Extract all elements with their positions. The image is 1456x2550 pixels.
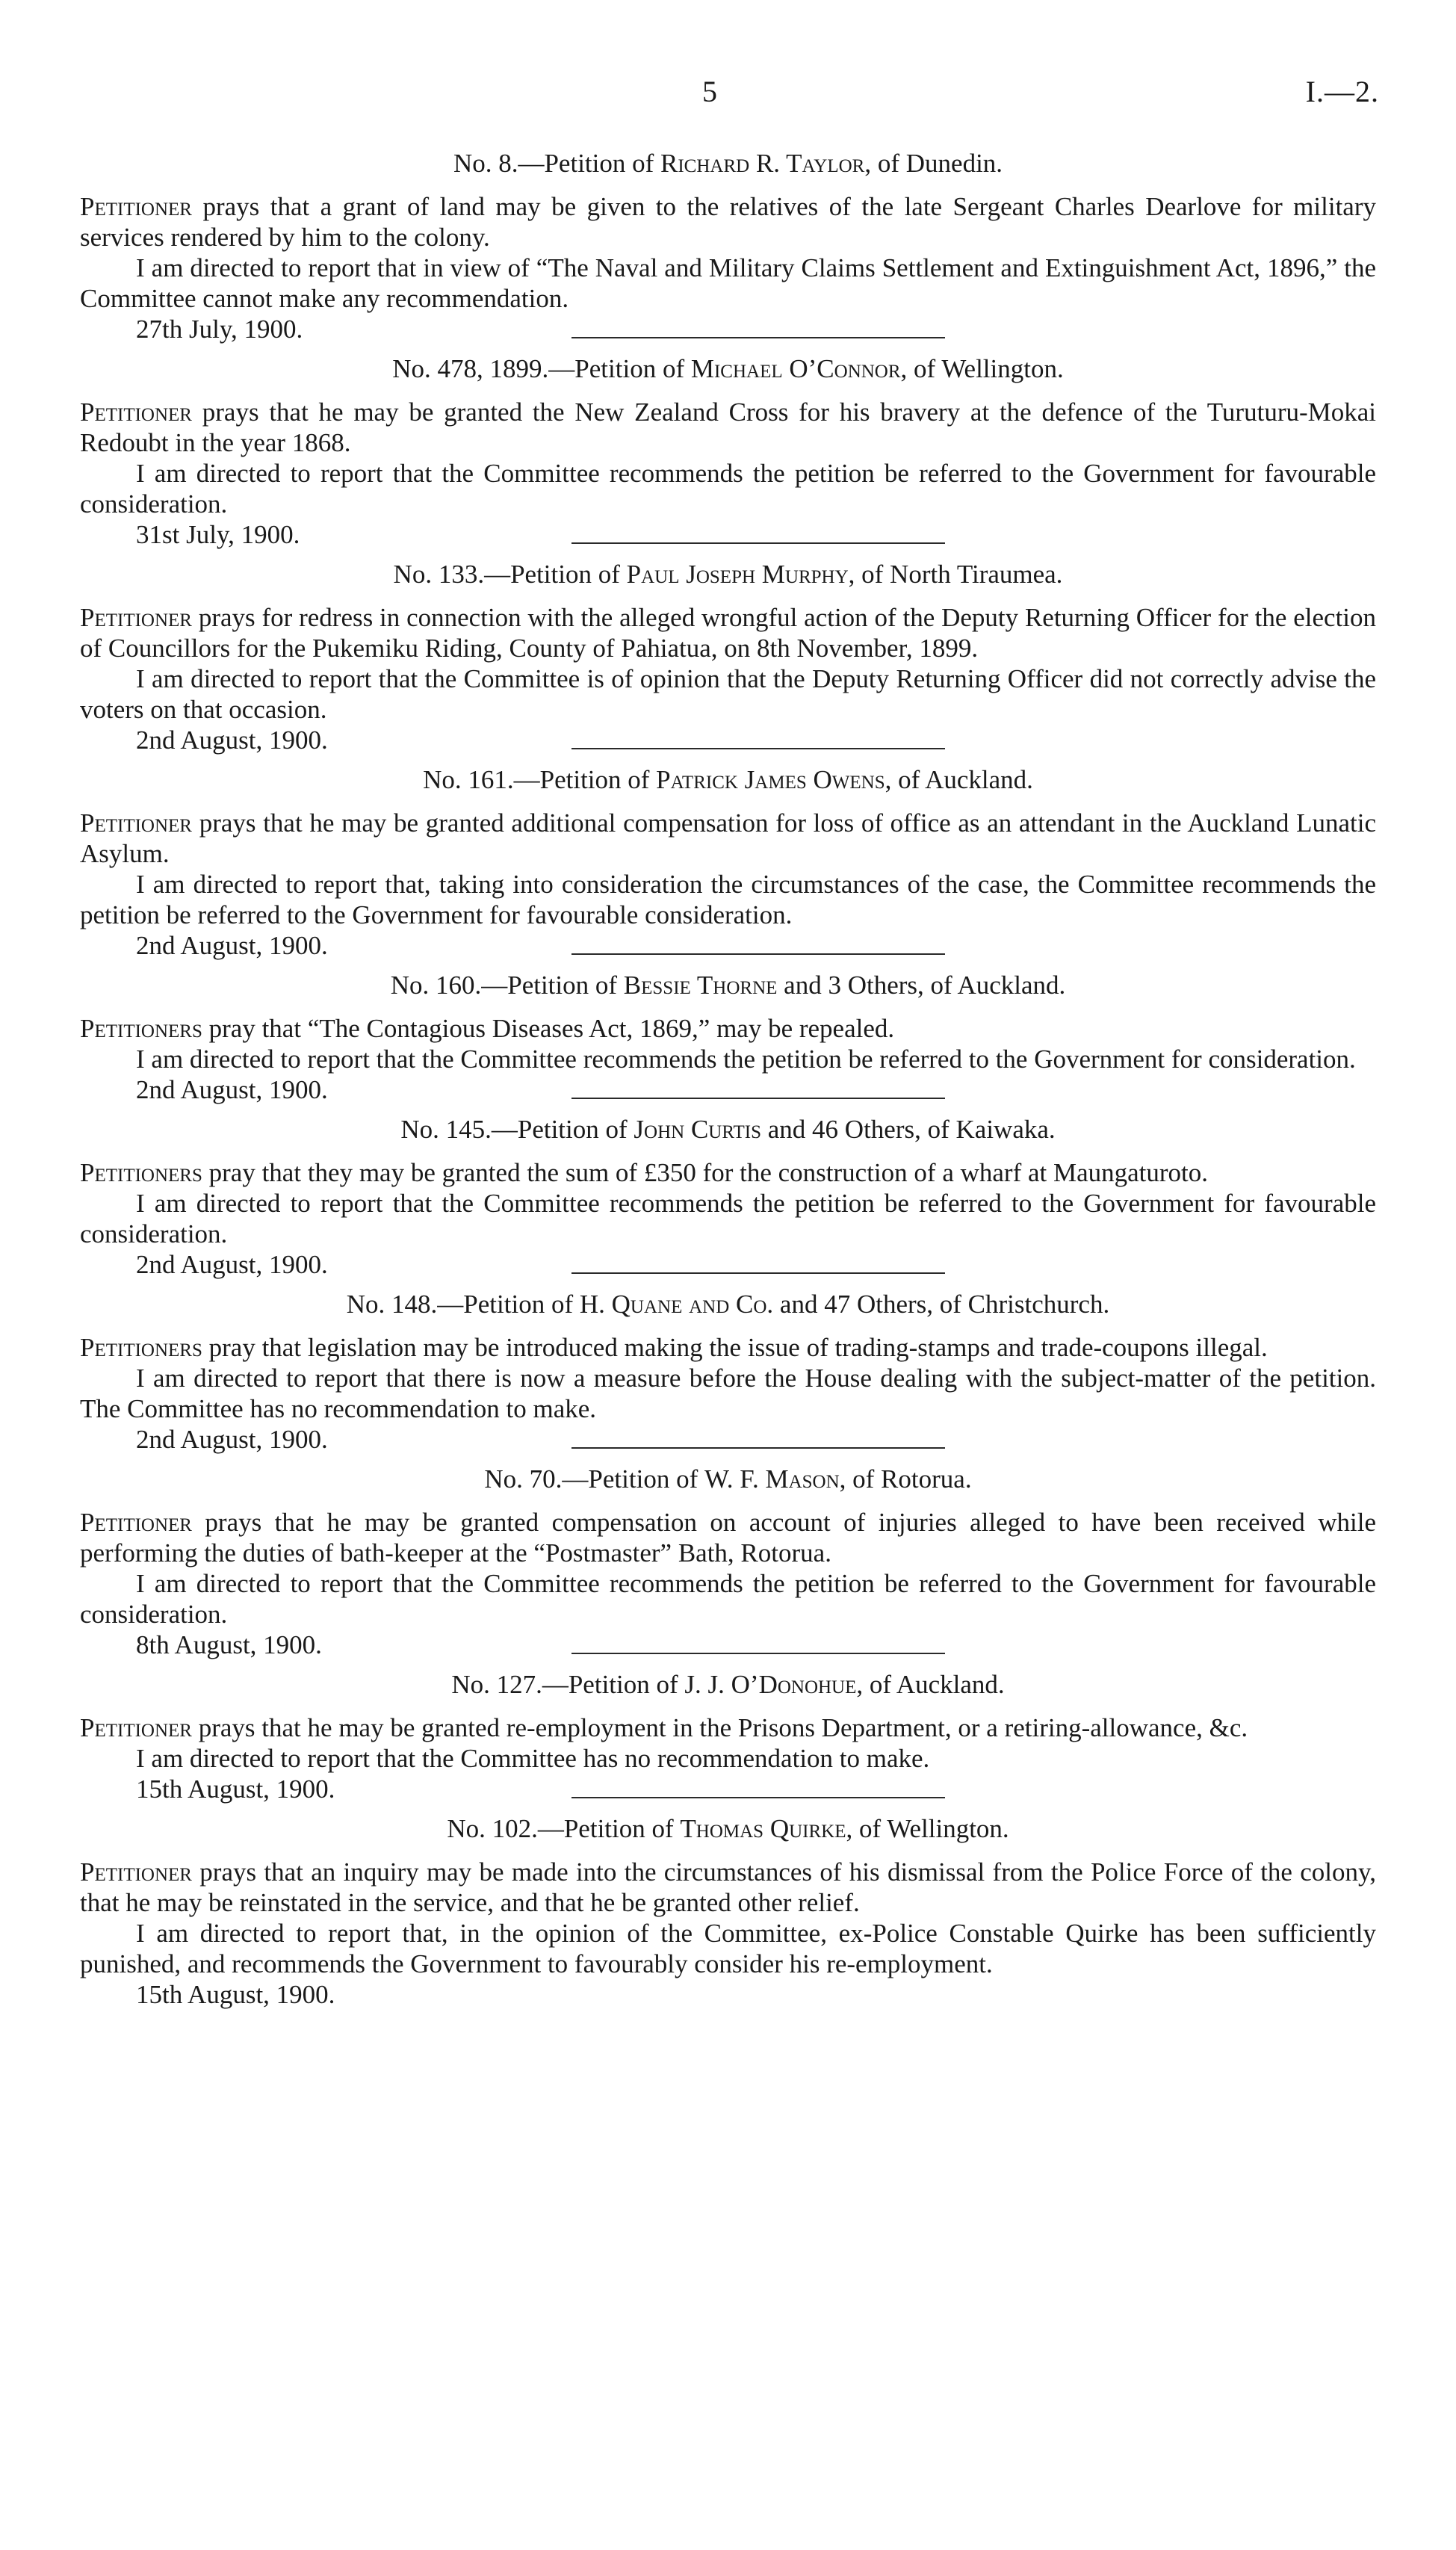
petition-heading	[80, 764, 1376, 795]
petitioner-location: of Auckland.	[898, 765, 1033, 794]
petitioner-name: Thomas Quirke,	[680, 1814, 853, 1843]
petition-entry	[80, 1813, 1376, 2010]
petition-number: No. 148.—Petition of	[346, 1290, 574, 1319]
petitioner-location: of Wellington.	[914, 354, 1064, 383]
petition-heading	[80, 1669, 1376, 1700]
petitioner-name: John Curtis	[633, 1115, 762, 1144]
petition-heading	[80, 1114, 1376, 1145]
section-divider	[571, 542, 945, 544]
petition-heading	[80, 148, 1376, 179]
petitioner-location: of North Tiraumea.	[861, 560, 1063, 589]
prayer-lead: Petitioner	[80, 397, 192, 427]
page-number: 5	[702, 75, 717, 108]
prayer-text: prays that an inquiry may be made into the circumstances of his dismissal from the Police Force of the colony, that he may be reinstated in the service, and that he be granted other relief.	[80, 1857, 1376, 1917]
petitioner-name: Michael O’Connor,	[690, 354, 908, 383]
prayer-lead: Petitioner	[80, 808, 192, 838]
report-date: 31st July, 1900.	[136, 520, 300, 549]
petition-prayer	[80, 191, 1376, 253]
committee-report: I am directed to report that the Committee recommends the petition be referred to the Government for favourable consideration.	[80, 459, 1376, 519]
prayer-text: prays that he may be granted additional compensation for loss of office as an attendant in the Auckland Lunatic Asylum.	[80, 808, 1377, 868]
petitioner-name: Bessie Thorne	[623, 971, 778, 1000]
petition-entry	[80, 1464, 1376, 1669]
prayer-text: prays that he may be granted compensation on account of injuries alleged to have been received while performing the duties of bath-keeper at the “Postmaster” Bath, Rotorua.	[80, 1508, 1376, 1568]
committee-report: I am directed to report that the Committee recommends the petition be referred to the Government for favourable consideration.	[80, 1189, 1376, 1248]
petition-entry	[80, 1669, 1376, 1813]
petitioner-location: and 3 Others, of Auckland.	[784, 971, 1066, 1000]
petition-heading	[80, 1464, 1376, 1494]
section-divider	[571, 1098, 945, 1099]
report-date: 2nd August, 1900.	[136, 1425, 328, 1454]
prayer-lead: Petitioners	[80, 1014, 202, 1043]
petition-prayer	[80, 1013, 1376, 1044]
prayer-text: pray that they may be granted the sum of £350 for the construction of a wharf at Maungaturoto.	[208, 1158, 1209, 1187]
prayer-lead: Petitioner	[80, 192, 192, 221]
petition-number: No. 160.—Petition of	[390, 971, 618, 1000]
petition-prayer	[80, 1857, 1376, 1918]
prayer-text: prays that a grant of land may be given to the relatives of the late Sergeant Charles Dearlove for military services rendered by him to the colony.	[80, 192, 1376, 252]
petition-entry	[80, 559, 1376, 764]
prayer-lead: Petitioners	[80, 1158, 202, 1187]
section-divider	[571, 1653, 945, 1654]
petitioner-location: of Dunedin.	[877, 149, 1003, 178]
petition-prayer	[80, 808, 1376, 869]
prayer-text: prays that he may be granted re-employment in the Prisons Department, or a retiring-allowance, &c.	[198, 1713, 1248, 1742]
document-reference: I.—2.	[1305, 75, 1379, 108]
petition-entry	[80, 970, 1376, 1114]
petition-list	[80, 148, 1376, 2010]
petitioner-location: of Rotorua.	[852, 1464, 972, 1494]
committee-report: I am directed to report that, taking into consideration the circumstances of the case, the Committee recommends the petition be referred to the Government for favourable consideration.	[80, 870, 1376, 929]
prayer-lead: Petitioner	[80, 1857, 192, 1887]
petition-number: No. 8.—Petition of	[453, 149, 654, 178]
section-divider	[571, 953, 945, 955]
petition-number: No. 145.—Petition of	[400, 1115, 628, 1144]
petition-number: No. 102.—Petition of	[447, 1814, 674, 1843]
petition-heading	[80, 1813, 1376, 1844]
section-divider	[571, 1797, 945, 1798]
petitioner-name: W. F. Mason,	[704, 1464, 846, 1494]
petition-heading	[80, 353, 1376, 384]
petitioner-location: and 47 Others, of Christchurch.	[779, 1290, 1110, 1319]
petition-number: No. 478, 1899.—Petition of	[392, 354, 685, 383]
petition-entry	[80, 148, 1376, 353]
report-date: 8th August, 1900.	[136, 1630, 322, 1659]
petition-prayer	[80, 1507, 1376, 1568]
petition-prayer	[80, 1332, 1376, 1363]
petition-heading	[80, 1289, 1376, 1319]
report-date: 2nd August, 1900.	[136, 725, 328, 755]
committee-report: I am directed to report that the Committee has no recommendation to make.	[136, 1744, 930, 1773]
committee-report: I am directed to report that the Committee is of opinion that the Deputy Returning Officer did not correctly advise the voters on that occasion.	[80, 664, 1376, 724]
petition-prayer	[80, 1712, 1376, 1743]
prayer-text: pray that “The Contagious Diseases Act, 1869,” may be repealed.	[208, 1014, 895, 1043]
prayer-lead: Petitioner	[80, 603, 192, 632]
petition-number: No. 133.—Petition of	[393, 560, 620, 589]
committee-report: I am directed to report that the Committee recommends the petition be referred to the Government for favourable consideration.	[80, 1569, 1376, 1629]
committee-report: I am directed to report that in view of “The Naval and Military Claims Settlement and Extinguishment Act, 1896,” the Committee cannot make any recommendation.	[80, 253, 1376, 313]
section-divider	[571, 748, 945, 749]
petition-entry	[80, 1289, 1376, 1464]
prayer-text: pray that legislation may be introduced making the issue of trading-stamps and trade-coupons illegal.	[208, 1333, 1268, 1362]
section-divider	[571, 1447, 945, 1449]
petitioner-name: Richard R. Taylor,	[660, 149, 872, 178]
petitioner-name: J. J. O’Donohue,	[684, 1670, 864, 1699]
committee-report: I am directed to report that there is now a measure before the House dealing with the subject-matter of the petition. The Committee has no recommendation to make.	[80, 1364, 1376, 1423]
prayer-lead: Petitioners	[80, 1333, 202, 1362]
report-date: 27th July, 1900.	[136, 315, 303, 344]
report-date: 2nd August, 1900.	[136, 1075, 328, 1104]
report-date: 15th August, 1900.	[136, 1774, 335, 1804]
petition-number: No. 127.—Petition of	[451, 1670, 678, 1699]
petitioner-location: and 46 Others, of Kaiwaka.	[767, 1115, 1056, 1144]
petition-heading	[80, 970, 1376, 1000]
section-divider	[571, 1272, 945, 1274]
prayer-text: prays that he may be granted the New Zealand Cross for his bravery at the defence of the Turuturu-Mokai Redoubt in the year 1868.	[80, 397, 1377, 457]
petition-entry	[80, 1114, 1376, 1289]
committee-report: I am directed to report that, in the opinion of the Committee, ex-Police Constable Quirke has been sufficiently punished, and recommends the Government to favourably consider his re-employment.	[80, 1919, 1376, 1978]
report-date: 2nd August, 1900.	[136, 1250, 328, 1279]
petition-entry	[80, 764, 1376, 970]
petition-prayer	[80, 1157, 1376, 1188]
petition-number: No. 161.—Petition of	[423, 765, 650, 794]
prayer-lead: Petitioner	[80, 1508, 192, 1537]
report-date: 15th August, 1900.	[136, 1980, 335, 2009]
petition-entry	[80, 353, 1376, 559]
petition-prayer	[80, 397, 1376, 458]
section-divider	[571, 337, 945, 338]
petitioner-location: of Wellington.	[858, 1814, 1009, 1843]
petition-heading	[80, 559, 1376, 589]
committee-report: I am directed to report that the Committee recommends the petition be referred to the Government for consideration.	[136, 1045, 1356, 1074]
petitioner-location: of Auckland.	[869, 1670, 1005, 1699]
prayer-lead: Petitioner	[80, 1713, 192, 1742]
petitioner-name: Paul Joseph Murphy,	[626, 560, 855, 589]
prayer-text: prays for redress in connection with the alleged wrongful action of the Deputy Returning Officer for the election of Councillors for the Pukemiku Riding, County of Pahiatua, on 8th November, 1899.	[80, 603, 1377, 663]
petition-number: No. 70.—Petition of	[484, 1464, 698, 1494]
petitioner-name: H. Quane and Co.	[579, 1290, 774, 1319]
petition-prayer	[80, 602, 1376, 663]
page-header	[0, 76, 1456, 114]
petitioner-name: Patrick James Owens,	[656, 765, 892, 794]
report-date: 2nd August, 1900.	[136, 931, 328, 960]
